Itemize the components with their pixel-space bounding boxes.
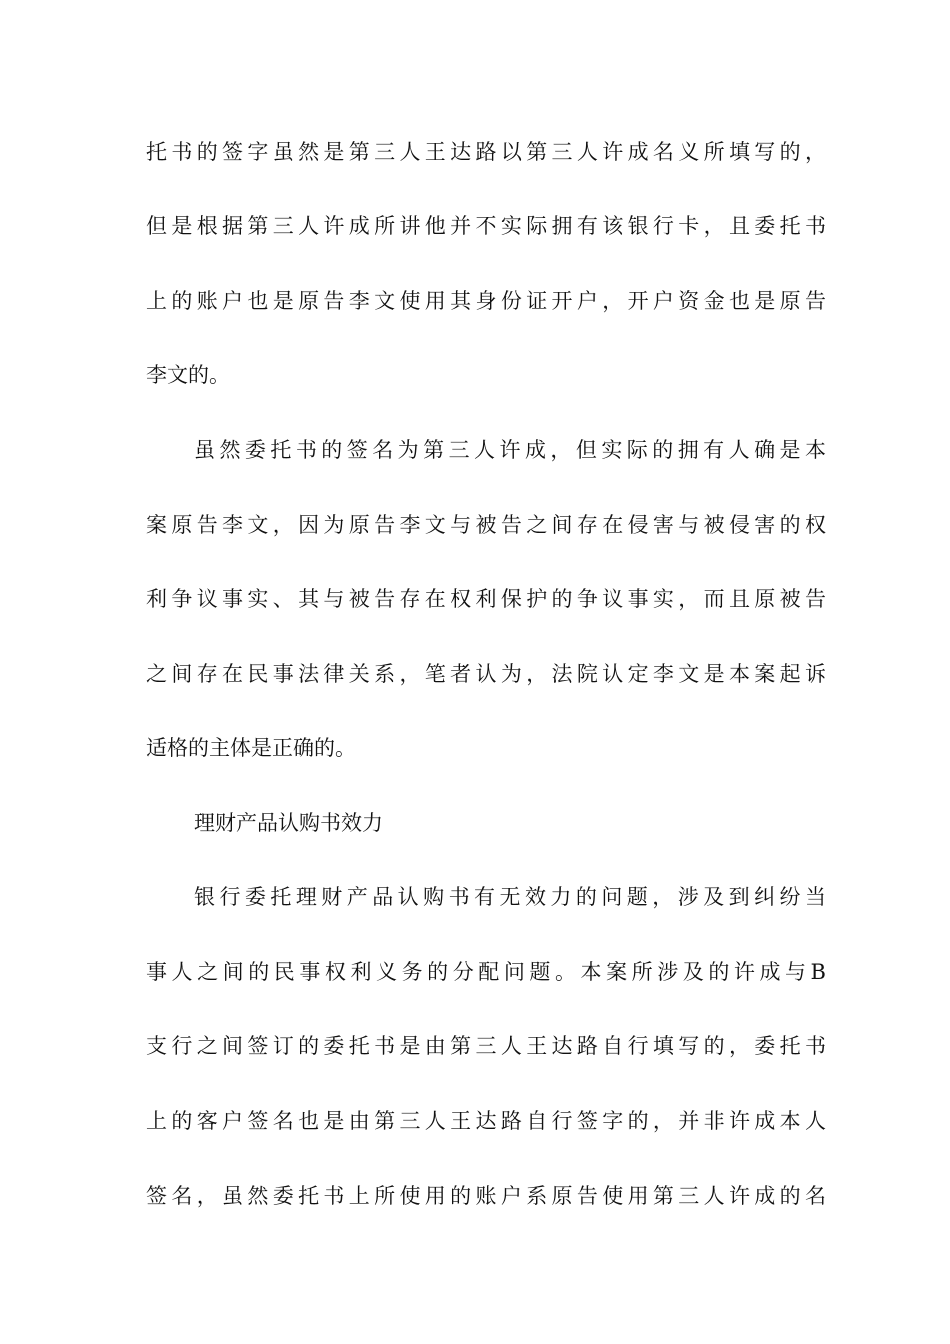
text-line: 李文的。 xyxy=(146,363,230,387)
text-line: 上的客户签名也是由第三人王达路自行签字的，并非许成本人 xyxy=(146,1109,826,1133)
paragraph-first-line: 银行委托理财产品认购书有无效力的问题，涉及到纠纷当 xyxy=(194,885,826,909)
text-line: 适格的主体是正确的。 xyxy=(146,736,356,760)
section-heading: 理财产品认购书效力 xyxy=(194,811,383,835)
text-line: 签名，虽然委托书上所使用的账户系原告使用第三人许成的名 xyxy=(146,1184,826,1208)
text-line: 上的账户也是原告李文使用其身份证开户，开户资金也是原告 xyxy=(146,289,826,313)
text-line: 事人之间的民事权利义务的分配问题。本案所涉及的许成与B xyxy=(146,960,826,984)
text-line: 利争议事实、其与被告存在权利保护的争议事实，而且原被告 xyxy=(146,587,826,611)
text-line: 但是根据第三人许成所讲他并不实际拥有该银行卡，且委托书 xyxy=(146,214,826,238)
text-line: 之间存在民事法律关系，笔者认为，法院认定李文是本案起诉 xyxy=(146,662,826,686)
text-line: 托书的签字虽然是第三人王达路以第三人许成名义所填写的， xyxy=(146,140,826,164)
text-line: 支行之间签订的委托书是由第三人王达路自行填写的，委托书 xyxy=(146,1034,826,1058)
paragraph-first-line: 虽然委托书的签名为第三人许成，但实际的拥有人确是本 xyxy=(194,438,826,462)
text-line: 案原告李文，因为原告李文与被告之间存在侵害与被侵害的权 xyxy=(146,513,826,537)
